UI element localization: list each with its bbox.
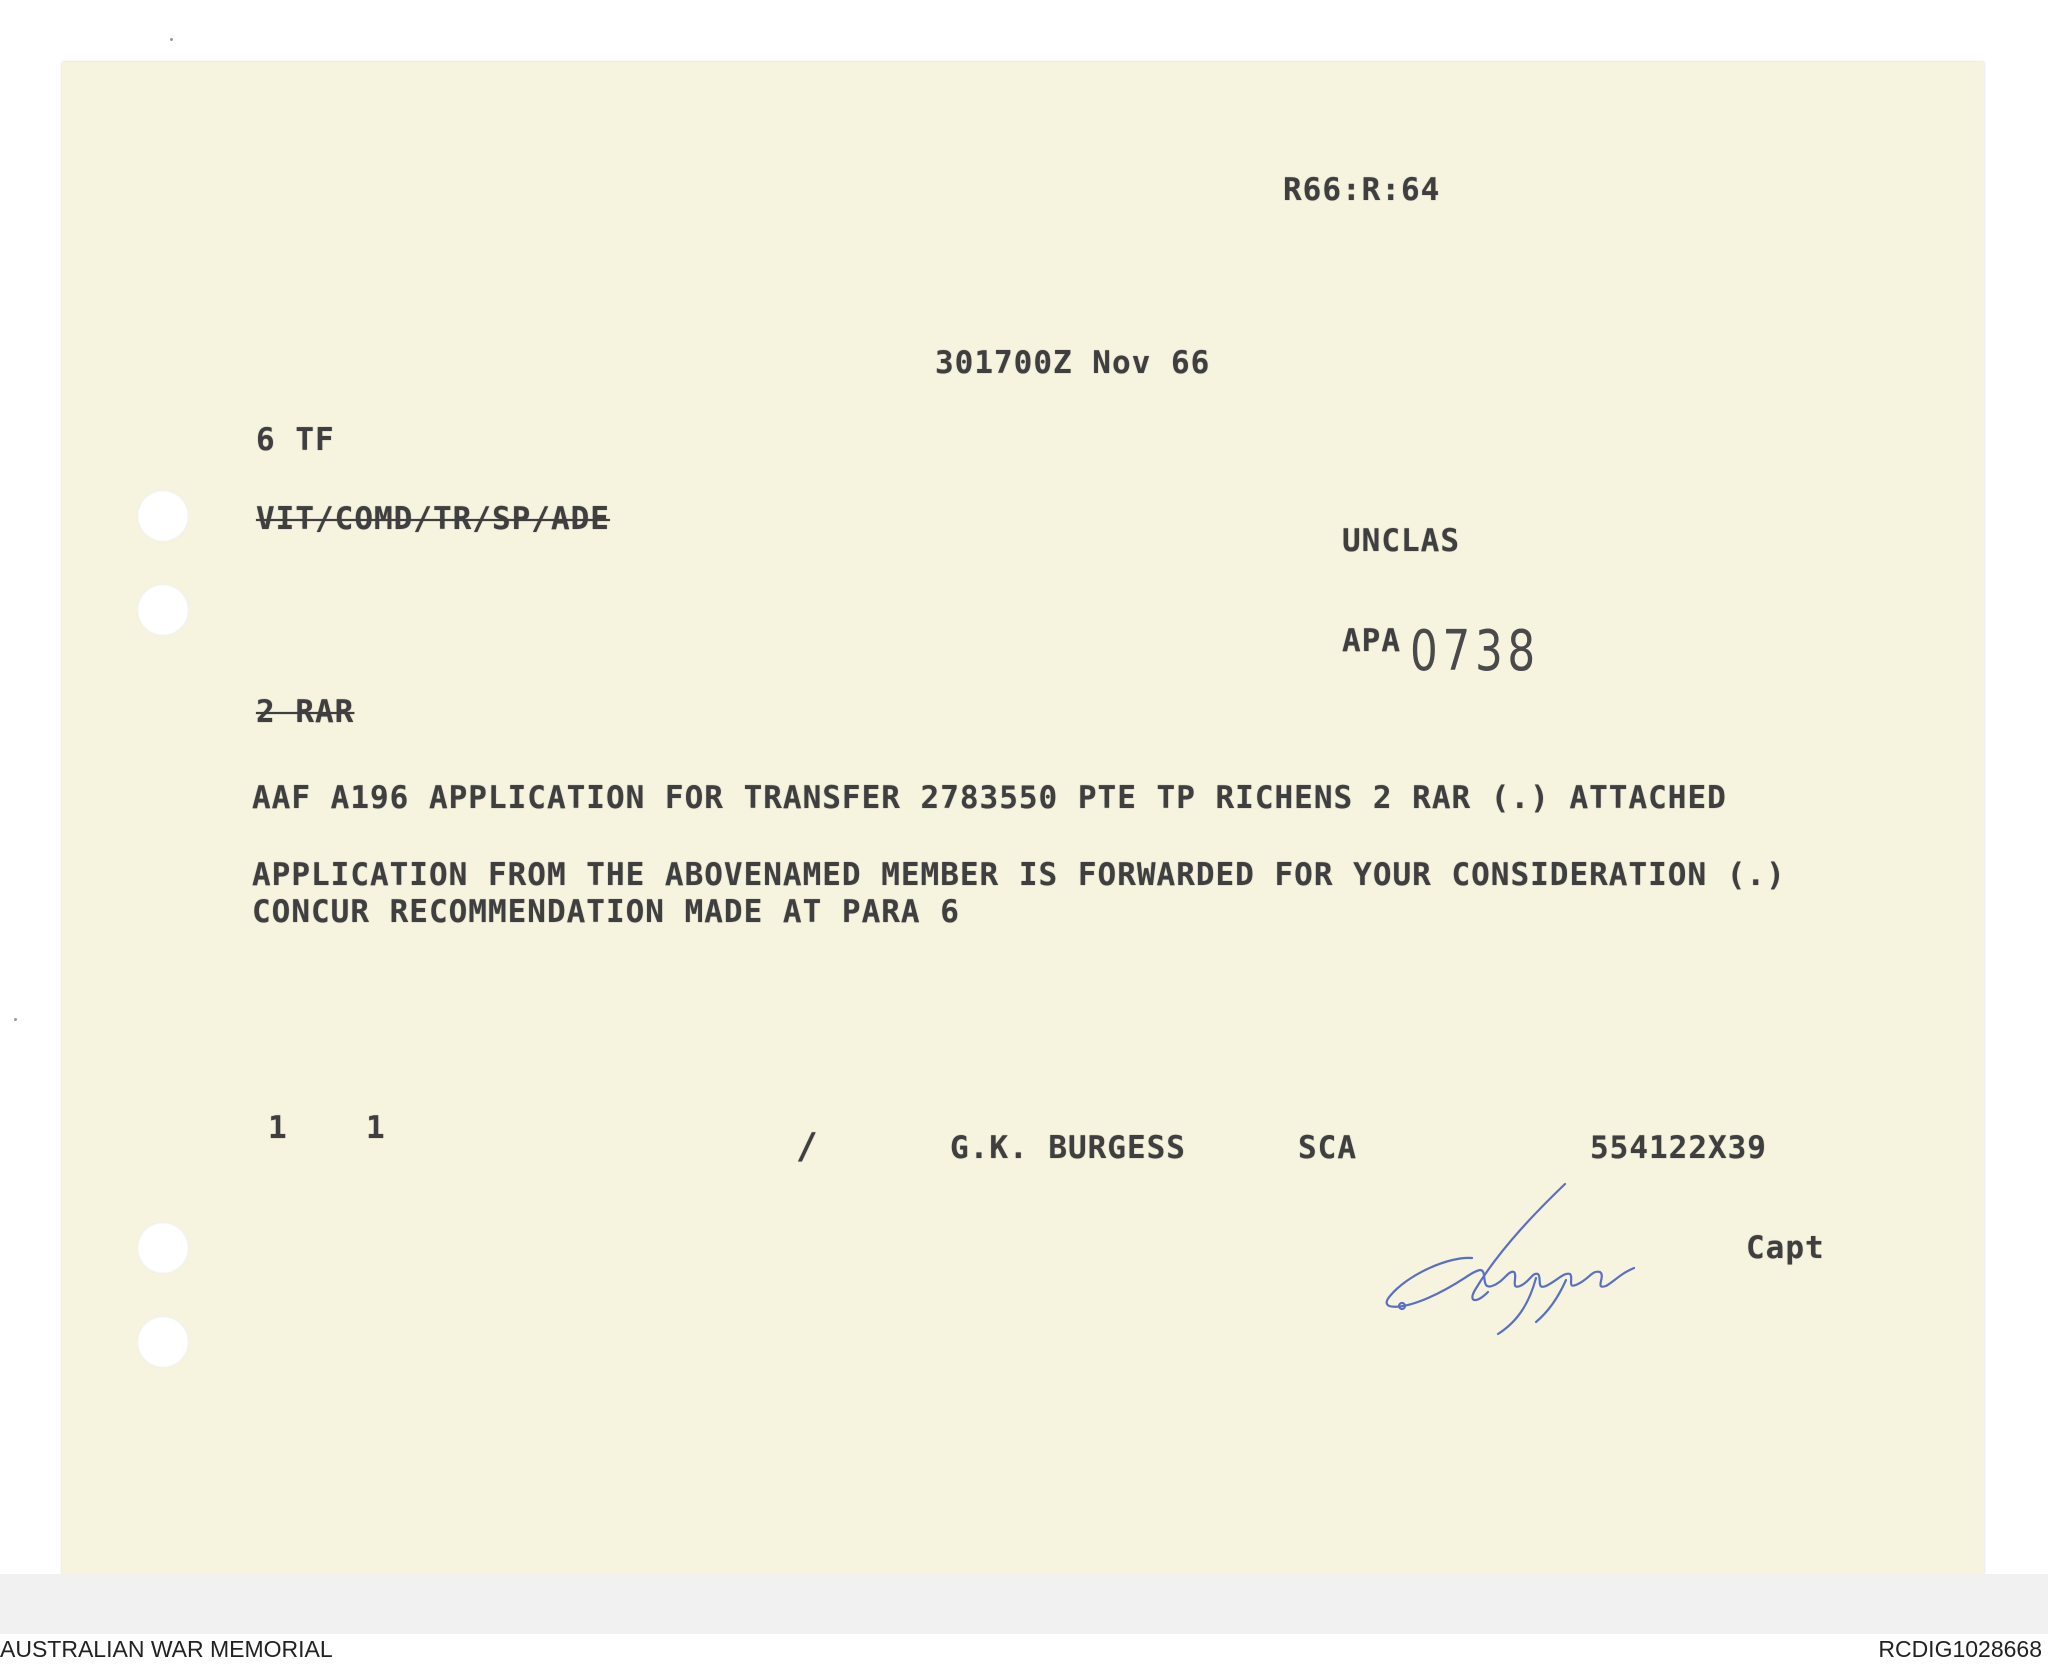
- handwritten-signature: [1380, 1178, 1660, 1338]
- rank: Capt: [1746, 1230, 1825, 1266]
- struck-to-addressee: 2 RAR: [256, 694, 355, 730]
- originator-name: G.K. BURGESS: [950, 1130, 1186, 1166]
- date-time-group: 301700Z Nov 66: [935, 345, 1211, 381]
- phone-extension: 554122X39: [1590, 1130, 1767, 1166]
- separator-slash: /: [796, 1126, 819, 1167]
- document-page: [62, 62, 1984, 1574]
- page-count-mark: 1: [268, 1110, 288, 1146]
- record-id: RCDIG1028668: [1878, 1636, 2042, 1662]
- punch-hole: [137, 584, 189, 636]
- classification: UNCLAS: [1342, 523, 1460, 559]
- from-addressee: 6 TF: [256, 422, 335, 458]
- punch-hole: [137, 1316, 189, 1368]
- reference-number: R66:R:64: [1283, 172, 1441, 208]
- archive-label: AUSTRALIAN WAR MEMORIAL: [0, 1636, 333, 1662]
- message-body-line-2: CONCUR RECOMMENDATION MADE AT PARA 6: [252, 894, 960, 930]
- punch-hole: [137, 490, 189, 542]
- stamp-number: 0738: [1410, 619, 1540, 684]
- message-subject: AAF A196 APPLICATION FOR TRANSFER 2783550 PTE TP RICHENS 2 RAR (.) ATTACHED: [252, 780, 1727, 816]
- dust-speck: [14, 1018, 17, 1021]
- dust-speck: [170, 38, 173, 41]
- originator-unit: SCA: [1298, 1130, 1357, 1166]
- struck-info-addressees: VIT/COMD/TR/SP/ADE: [256, 501, 610, 537]
- copy-count-mark: 1: [366, 1110, 386, 1146]
- scan-margin: [0, 1574, 2048, 1634]
- stamp-prefix: APA: [1342, 623, 1401, 659]
- message-body-line-1: APPLICATION FROM THE ABOVENAMED MEMBER IS FORWARDED FOR YOUR CONSIDERATION (.): [252, 857, 1786, 893]
- punch-hole: [137, 1222, 189, 1274]
